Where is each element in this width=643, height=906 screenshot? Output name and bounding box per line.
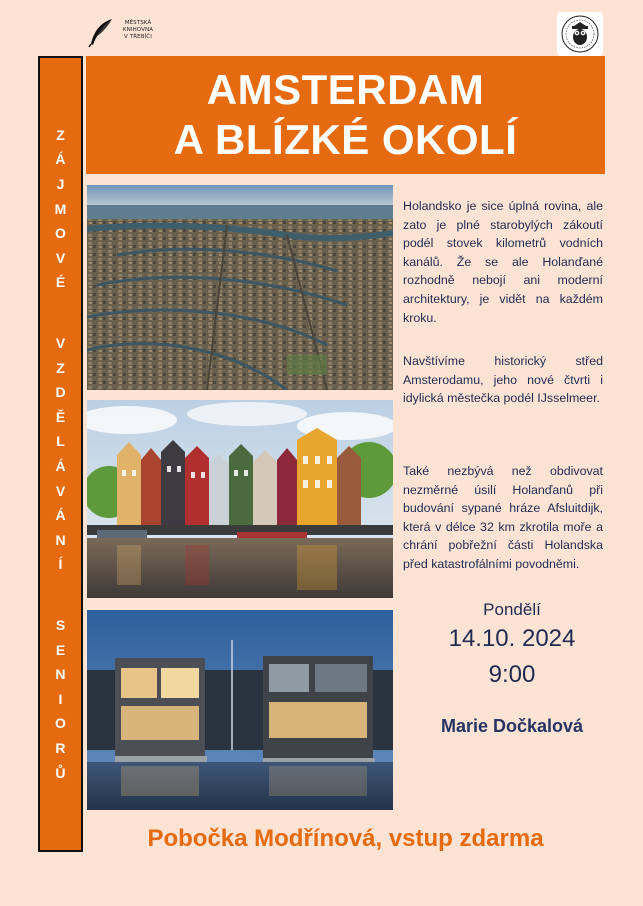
sidebar-word [55,123,67,295]
sidebar-letter: Á [55,458,66,474]
sidebar-letter: L [56,433,65,450]
sidebar-letter: O [55,715,66,732]
sidebar-letter: É [55,274,66,291]
title-line-1: AMSTERDAM [206,66,485,113]
description-paragraph-2: Navštívíme historický střed Amsterodamu, jeho nové čtvrti i idylická městečka podél IJsselmeer. [403,354,603,406]
sidebar-letter: N [55,531,66,548]
library-name [114,20,162,41]
sidebar-letter: E [55,641,66,658]
sidebar-word [55,613,66,785]
venue-footer: Pobočka Modřínová, vstup zdarma [147,825,544,852]
sidebar-letter: O [55,225,66,242]
owl-emblem-icon [557,12,603,56]
event-day: Pondělí [483,600,541,619]
title-banner [86,56,605,174]
title-line-2: A BLÍZKÉ OKOLÍ [173,116,518,163]
floating-houses-photo [87,610,393,810]
event-time: 9:00 [488,661,536,688]
event-speaker: Marie Dočkalová [440,716,584,736]
aerial-city-canals-photo [87,185,393,390]
sidebar-letter: Á [55,151,66,168]
sidebar-letter: Á [55,507,66,524]
sidebar-letter: Z [56,126,65,143]
partner-logo [557,12,603,56]
library-name-line: V TŘEBÍČI [124,34,152,40]
sidebar-letter: J [56,176,65,193]
sidebar-vertical-label [38,56,83,852]
library-name-line: KNIHOVNA [122,27,154,33]
sidebar-letter: V [55,249,66,266]
canal-houses-photo [87,400,393,598]
sidebar-letter: I [58,690,63,707]
sidebar-letter: D [55,384,66,401]
sidebar-letter: Í [58,556,63,573]
sidebar-letter: Z [56,359,65,376]
sidebar-letter: V [55,482,66,499]
description-paragraph-1: Holandsko je sice úplná rovina, ale zato je plné starobylých zákoutí podél stovek kilometrů vodních kanálů. Že se ale Holanďané rozhodně nebojí ani moderní architektury, je vidět na každém kroku. [403,199,603,325]
quill-icon [88,18,114,48]
library-name-line: MĚSTSKÁ [124,20,152,26]
description-paragraph-3: Také nezbývá než obdivovat nezměrné úsilí Holanďanů při budování sypané hráze Afsluitdijk, která v délce 32 km zkrotila moře a chrání pobřežní části Holandska před katastrofálními povodněmi. [403,464,603,571]
sidebar-letter: V [55,335,66,352]
sidebar-letter: R [55,739,66,756]
sidebar-letter: Ě [55,408,66,425]
sidebar-letter: S [55,616,66,633]
event-date: 14.10. 2024 [448,625,576,652]
library-logo [88,14,168,56]
sidebar-letter: Ů [55,764,66,781]
sidebar-word [55,331,65,577]
sidebar-letter: M [54,200,67,217]
sidebar-letter: N [55,666,66,683]
